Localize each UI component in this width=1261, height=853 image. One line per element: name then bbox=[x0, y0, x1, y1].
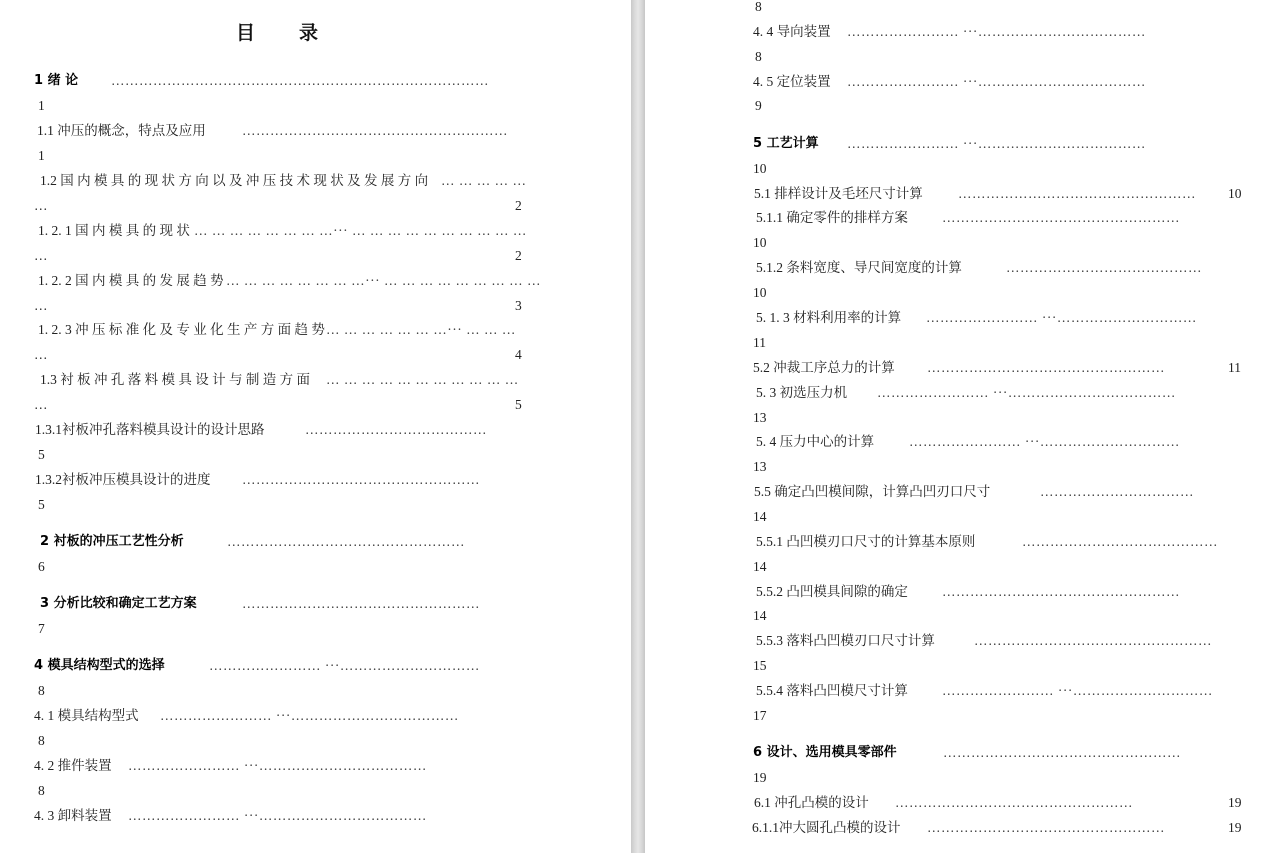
toc-leader-dots: ………………………………… bbox=[305, 422, 487, 437]
toc-entry-title[interactable]: 3 分析比较和确定工艺方案 bbox=[40, 596, 197, 611]
toc-page-number: 17 bbox=[753, 708, 767, 723]
toc-leader-dots: …………………………… bbox=[1040, 484, 1194, 499]
toc-entry-title[interactable]: … bbox=[34, 397, 48, 412]
toc-entry-title[interactable]: 1.3.2衬板冲压模具设计的进度 bbox=[35, 472, 211, 487]
toc-title-char-1: 目 bbox=[236, 22, 256, 44]
toc-page-number: 7 bbox=[38, 621, 45, 636]
toc-leader-dots: …………………………………………… bbox=[942, 210, 1180, 225]
right-page bbox=[645, 0, 1261, 853]
toc-page-number: 8 bbox=[755, 0, 762, 14]
toc-entry-title[interactable]: … bbox=[34, 248, 48, 263]
toc-page-number: 10 bbox=[1228, 186, 1242, 201]
toc-leader-dots: …………………… ···………………………… bbox=[926, 310, 1197, 325]
toc-leader-dots: ………………………………………………… bbox=[242, 123, 508, 138]
toc-page-number: 11 bbox=[1228, 360, 1241, 375]
toc-page-number: 1 bbox=[38, 148, 45, 163]
toc-page-number: 8 bbox=[38, 733, 45, 748]
toc-leader-dots: …………………… ···………………………… bbox=[909, 434, 1180, 449]
toc-page-number: 8 bbox=[38, 683, 45, 698]
toc-leader-dots: …………………………………… bbox=[1006, 260, 1202, 275]
toc-leader-dots: …………………… ···……………………………… bbox=[847, 74, 1146, 89]
toc-leader-dots: …………………………………………… bbox=[958, 186, 1196, 201]
toc-leader-dots: …………………… ···……………………………… bbox=[160, 708, 459, 723]
toc-leader-dots: …………………… ···………………………… bbox=[209, 658, 480, 673]
toc-leader-dots: …………………… ···……………………………… bbox=[847, 136, 1146, 151]
toc-entry-title[interactable]: 1.3.1衬板冲孔落料模具设计的设计思路 bbox=[35, 422, 265, 437]
toc-entry-title[interactable]: 6 设计、选用模具零部件 bbox=[753, 745, 897, 760]
toc-entry-title[interactable]: 4. 4 导向装置 bbox=[753, 24, 831, 39]
toc-entry-title[interactable]: 4 模具结构型式的选择 bbox=[34, 658, 165, 673]
toc-entry-title[interactable]: 4. 5 定位装置 bbox=[753, 74, 831, 89]
toc-page-number: 8 bbox=[38, 783, 45, 798]
toc-entry-title[interactable]: 1.3 衬 板 冲 孔 落 料 模 具 设 计 与 制 造 方 面 bbox=[40, 372, 310, 387]
toc-page-number: 2 bbox=[515, 248, 522, 263]
toc-leader-dots: …………………………………………… bbox=[974, 633, 1212, 648]
toc-entry-title[interactable]: 1. 2. 1 国 内 模 具 的 现 状 bbox=[38, 223, 190, 238]
toc-page-number: 8 bbox=[755, 49, 762, 64]
toc-page-number: 6 bbox=[38, 559, 45, 574]
toc-entry-title[interactable]: 1.1 冲压的概念，特点及应用 bbox=[37, 123, 206, 138]
toc-entry-title[interactable]: 1. 2. 3 冲 压 标 准 化 及 专 业 化 生 产 方 面 趋 势 bbox=[38, 322, 325, 337]
toc-entry-title[interactable]: 1.2 国 内 模 具 的 现 状 方 向 以 及 冲 压 技 术 现 状 及 发 展 方 向 bbox=[40, 173, 429, 188]
toc-entry-title[interactable]: … bbox=[34, 347, 48, 362]
toc-page-number: 10 bbox=[753, 285, 767, 300]
toc-entry-title[interactable]: 1 绪 论 bbox=[34, 73, 79, 88]
toc-page-number: 9 bbox=[755, 98, 762, 113]
toc-entry-title[interactable]: … bbox=[34, 298, 48, 313]
toc-page-number: 14 bbox=[753, 559, 767, 574]
toc-entry-title[interactable]: 5.1 排样设计及毛坯尺寸计算 bbox=[754, 186, 923, 201]
toc-entry-title[interactable]: 4. 2 推件装置 bbox=[34, 758, 112, 773]
toc-entry-title[interactable]: 5.5.4 落料凸凹模尺寸计算 bbox=[756, 683, 908, 698]
toc-leader-dots: … … … … … … … …··· … … … … … … … … … … bbox=[194, 223, 527, 238]
toc-page-number: 5 bbox=[515, 397, 522, 412]
toc-page-number: 14 bbox=[753, 509, 767, 524]
toc-entry-title[interactable]: 5.2 冲裁工序总力的计算 bbox=[753, 360, 895, 375]
toc-entry-title[interactable]: 5.1.2 条料宽度、导尺间宽度的计算 bbox=[756, 260, 962, 275]
toc-entry-title[interactable]: 1. 2. 2 国 内 模 具 的 发 展 趋 势 bbox=[38, 273, 224, 288]
toc-entry-title[interactable]: 5.1.1 确定零件的排样方案 bbox=[756, 210, 908, 225]
toc-page-number: 10 bbox=[753, 235, 767, 250]
toc-page-number: 11 bbox=[753, 335, 766, 350]
toc-leader-dots: … … … … … bbox=[441, 173, 527, 188]
toc-entry-title[interactable]: 5.5 确定凸凹模间隙，计算凸凹刃口尺寸 bbox=[754, 484, 991, 499]
toc-leader-dots: ……………………………………………………………………… bbox=[111, 73, 489, 88]
toc-entry-title[interactable]: 5. 1. 3 材料利用率的计算 bbox=[756, 310, 902, 325]
toc-entry-title[interactable]: … bbox=[34, 198, 48, 213]
toc-leader-dots: …………………………………………… bbox=[927, 360, 1165, 375]
toc-page-number: 3 bbox=[515, 298, 522, 313]
toc-entry-title[interactable]: 5. 4 压力中心的计算 bbox=[756, 434, 875, 449]
toc-leader-dots: … … … … … … …··· … … … bbox=[326, 322, 516, 337]
toc-page-number: 13 bbox=[753, 410, 767, 425]
toc-leader-dots: …………………… ···……………………………… bbox=[877, 385, 1176, 400]
toc-entry-title[interactable]: 5.5.3 落料凸凹模刃口尺寸计算 bbox=[756, 633, 935, 648]
toc-entry-title[interactable]: 6.1 冲孔凸模的设计 bbox=[754, 795, 869, 810]
toc-leader-dots: …………………………………………… bbox=[242, 472, 480, 487]
toc-page-number: 14 bbox=[753, 608, 767, 623]
toc-page-number: 13 bbox=[753, 459, 767, 474]
toc-title-char-2: 录 bbox=[299, 22, 319, 44]
toc-page-number: 19 bbox=[753, 770, 767, 785]
toc-leader-dots: …………………………………………… bbox=[895, 795, 1133, 810]
toc-entry-title[interactable]: 2 衬板的冲压工艺性分析 bbox=[40, 534, 184, 549]
toc-entry-title[interactable]: 4. 3 卸料装置 bbox=[34, 808, 112, 823]
toc-entry-title[interactable]: 5.5.2 凸凹模具间隙的确定 bbox=[756, 584, 908, 599]
toc-page-number: 5 bbox=[38, 447, 45, 462]
toc-leader-dots: … … … … … … … …··· … … … … … … … … … bbox=[226, 273, 541, 288]
toc-page-number: 1 bbox=[38, 98, 45, 113]
toc-entry-title[interactable]: 5.5.1 凸凹模刃口尺寸的计算基本原则 bbox=[756, 534, 976, 549]
toc-leader-dots: …………………………………… bbox=[1022, 534, 1218, 549]
page-divider bbox=[631, 0, 645, 853]
toc-page-number: 2 bbox=[515, 198, 522, 213]
toc-leader-dots: …………………………………………… bbox=[927, 820, 1165, 835]
toc-leader-dots: …………………… ···……………………………… bbox=[128, 758, 427, 773]
toc-page-number: 19 bbox=[1228, 820, 1242, 835]
toc-leader-dots: …………………………………………… bbox=[943, 745, 1181, 760]
toc-leader-dots: …………………… ···……………………………… bbox=[847, 24, 1146, 39]
toc-page-number: 15 bbox=[753, 658, 767, 673]
toc-leader-dots: …………………… ···………………………… bbox=[942, 683, 1213, 698]
toc-page-number: 19 bbox=[1228, 795, 1242, 810]
toc-title bbox=[236, 18, 318, 45]
toc-page-number: 10 bbox=[753, 161, 767, 176]
toc-leader-dots: …………………………………………… bbox=[227, 534, 465, 549]
toc-leader-dots: …………………… ···……………………………… bbox=[128, 808, 427, 823]
toc-entry-title[interactable]: 5. 3 初选压力机 bbox=[756, 385, 848, 400]
toc-page-number: 4 bbox=[515, 347, 522, 362]
toc-page-number: 5 bbox=[38, 497, 45, 512]
toc-leader-dots: …………………………………………… bbox=[242, 596, 480, 611]
toc-entry-title[interactable]: 4. 1 模具结构型式 bbox=[34, 708, 139, 723]
toc-leader-dots: … … … … … … … … … … … bbox=[326, 372, 519, 387]
toc-entry-title[interactable]: 5 工艺计算 bbox=[753, 136, 819, 151]
toc-entry-title[interactable]: 6.1.1冲大圆孔凸模的设计 bbox=[752, 820, 901, 835]
toc-leader-dots: …………………………………………… bbox=[942, 584, 1180, 599]
